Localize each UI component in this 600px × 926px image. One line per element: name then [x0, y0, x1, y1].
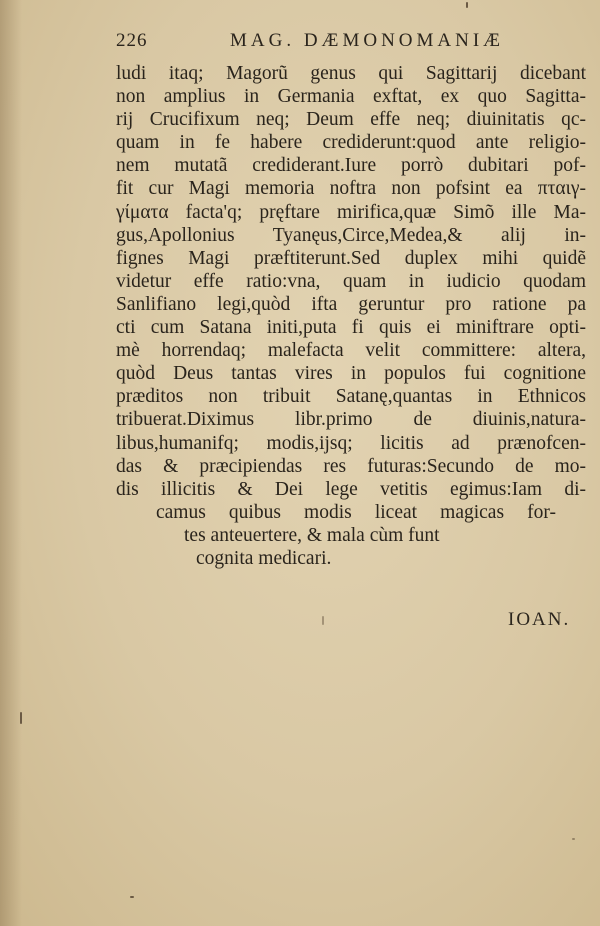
- text-line: dis illicitis & Dei lege vetitis egimus:Iam di-: [116, 478, 586, 500]
- text-line: cognita medicari.: [196, 547, 332, 569]
- page-header: [110, 30, 550, 54]
- paper-speck: [322, 616, 324, 625]
- text-line: quam in fe habere crediderunt:quod ante religio-: [116, 132, 586, 154]
- paper-speck: [572, 838, 575, 840]
- text-line: tes anteuertere, & mala cùm funt: [184, 524, 440, 546]
- text-line: videtur effe ratio:vna, quam in iudicio quodam: [116, 270, 586, 292]
- text-line: das & præcipiendas res futuras:Secundo de mo-: [116, 455, 586, 477]
- text-line: γίματα facta'q; pręftare mirifica,quæ Simõ ille Ma-: [116, 201, 586, 223]
- text-line: camus quibus modis liceat magicas for-: [156, 501, 556, 523]
- paper-speck: [20, 712, 22, 724]
- page-number: 226: [116, 30, 148, 51]
- gutter-shadow: [0, 0, 22, 926]
- body-text: [116, 62, 586, 570]
- text-line: nem mutatã crediderant.Iure porrò dubitari pof-: [116, 155, 586, 177]
- text-line: mè horrendaq; malefacta velit committere: altera,: [116, 340, 586, 362]
- text-line: ludi itaq; Magorũ genus qui Sagittarij dicebant: [116, 63, 586, 84]
- text-line: cti cum Satana initi,puta fi quis ei miniftrare opti-: [116, 317, 586, 339]
- text-line: tribuerat.Diximus libr.primo de diuinis,natura-: [116, 409, 586, 431]
- text-line: gus,Apollonius Tyanęus,Circe,Medea,& alij in-: [116, 224, 586, 246]
- text-line: libus,humanifq; modis,ijsq; licitis ad prænofcen-: [116, 432, 586, 454]
- text-line: quòd Deus tantas vires in populos fui cognitione: [116, 363, 586, 385]
- text-line: præditos non tribuit Satanę,quantas in Ethnicos: [116, 386, 586, 408]
- text-line: non amplius in Germania exftat, ex quo Sagitta-: [116, 86, 586, 108]
- paper-speck: [466, 2, 468, 8]
- text-line: fignes Magi præftiterunt.Sed duplex mihi quidẽ: [116, 247, 586, 269]
- paper-speck: [130, 896, 134, 898]
- catchword: IOAN.: [508, 609, 571, 630]
- running-head: MAG. DÆMONOMANIÆ: [230, 30, 505, 51]
- text-line: fit cur Magi memoria noftra non pofsint ea πταιγ-: [116, 178, 586, 200]
- text-line: rij Crucifixum neq; Deum effe neq; diuinitatis qc-: [116, 109, 586, 131]
- text-line: Sanlifiano legi,quòd ifta geruntur pro ratione pa: [116, 293, 586, 315]
